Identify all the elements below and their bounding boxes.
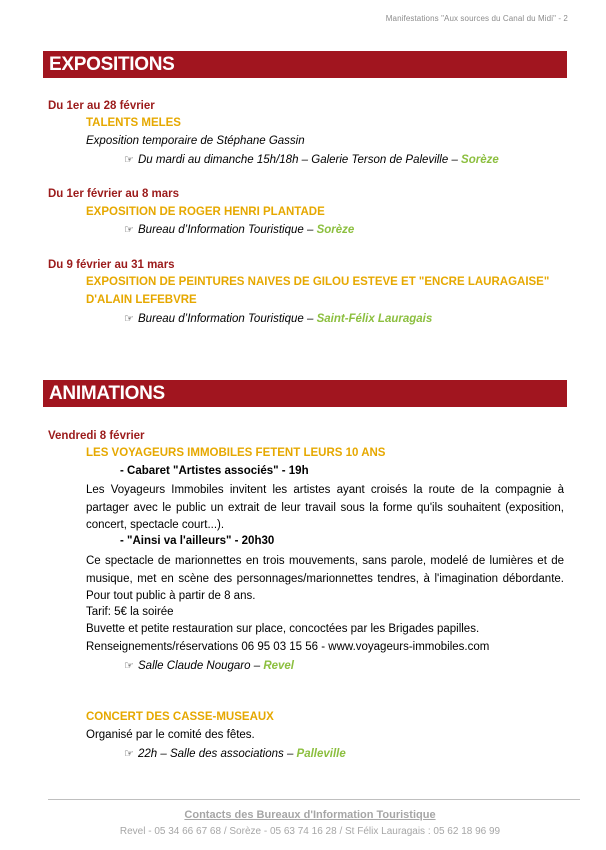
expo-3-name-line2: D'ALAIN LEFEBVRE (86, 294, 197, 306)
pointing-hand-icon: ☞ (124, 748, 134, 760)
expo-1-place: Sorèze (461, 154, 499, 166)
expo-3-name-line1: EXPOSITION DE PEINTURES NAIVES DE GILOU ESTEVE ET "ENCRE LAURAGAISE" (86, 276, 550, 288)
footer-contacts: Revel - 05 34 66 67 68 / Sorèze - 05 63 74 16 28 / St Félix Lauragais : 05 62 18 96 99 (119, 826, 501, 837)
anim-2-name: CONCERT DES CASSE-MUSEAUX (86, 711, 274, 723)
anim-2-info: ☞ 22h – Salle des associations – Palleville (124, 748, 346, 760)
anim-1-buvette: Buvette et petite restauration sur place, concoctées par les Brigades papilles. (86, 623, 480, 635)
anim-1-date: Vendredi 8 février (48, 430, 145, 442)
anim-1-name: LES VOYAGEURS IMMOBILES FETENT LEURS 10 ANS (86, 447, 386, 459)
expo-1-desc: Exposition temporaire de Stéphane Gassin (86, 135, 305, 147)
anim-2-desc: Organisé par le comité des fêtes. (86, 729, 255, 741)
anim-1-para1: Les Voyageurs Immobiles invitent les artistes ayant croisés la route de la compagnie à partager avec le public un extrait de leur travail sous la forme qu'ils souhaitent (exposition, concert, spectacle court...). (86, 484, 564, 531)
expo-1-date: Du 1er au 28 février (48, 100, 155, 112)
footer-divider (48, 799, 580, 800)
expo-2-place: Sorèze (316, 224, 355, 236)
anim-2-place: Palleville (296, 748, 346, 760)
pointing-hand-icon: ☞ (124, 313, 134, 325)
expo-2-name: EXPOSITION DE ROGER HENRI PLANTADE (86, 206, 325, 218)
footer-title: Contacts des Bureaux d'Information Touristique (184, 809, 436, 821)
anim-1-sub2: - "Ainsi va l'ailleurs" - 20h30 (120, 535, 275, 547)
section-title-animations: ANIMATIONS (43, 380, 567, 407)
expo-3-place: Saint-Félix Lauragais (316, 313, 433, 325)
section-title-expositions: EXPOSITIONS (43, 51, 567, 78)
anim-1-info: ☞ Salle Claude Nougaro – Revel (124, 660, 294, 672)
page-header-note: Manifestations "Aux sources du Canal du Midi" - 2 (385, 14, 568, 23)
expo-2-info: ☞ Bureau d’Information Touristique – Sorèze (124, 224, 355, 236)
anim-1-para2: Ce spectacle de marionnettes en trois mouvements, sans parole, modelé de lumières et de musique, met en scène des personnages/marionnettes tendres, à l'imagination débordante. Pour tout public à partir de 8 ans. (86, 555, 564, 602)
expo-1-name: TALENTS MELES (86, 117, 181, 129)
anim-1-sub1: - Cabaret "Artistes associés" - 19h (120, 465, 309, 477)
expo-3-info: ☞ Bureau d’Information Touristique – Saint-Félix Lauragais (124, 313, 433, 325)
expo-1-info: ☞ Du mardi au dimanche 15h/18h – Galerie Terson de Paleville – Sorèze (124, 154, 499, 166)
expo-3-date: Du 9 février au 31 mars (48, 259, 175, 271)
anim-1-place: Revel (263, 660, 294, 672)
pointing-hand-icon: ☞ (124, 660, 134, 672)
anim-1-tarif: Tarif: 5€ la soirée (86, 606, 174, 618)
pointing-hand-icon: ☞ (124, 154, 134, 166)
anim-1-contact: Renseignements/réservations 06 95 03 15 56 - www.voyageurs-immobiles.com (86, 641, 490, 653)
expo-2-date: Du 1er février au 8 mars (48, 188, 180, 200)
pointing-hand-icon: ☞ (124, 224, 134, 236)
